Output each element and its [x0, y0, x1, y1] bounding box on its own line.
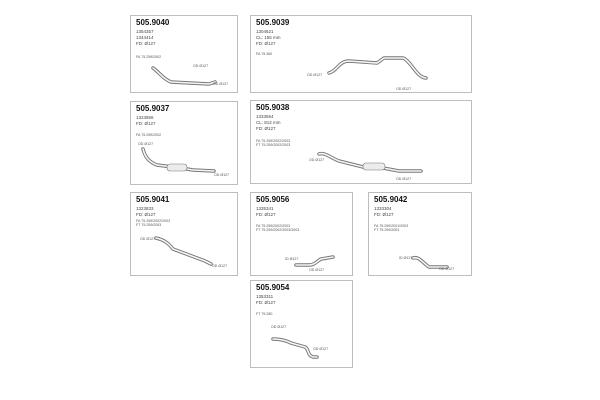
ref-number: 1353311: [256, 294, 274, 299]
diameter-spec: FD: Ø127: [256, 126, 276, 131]
ref-number: 1333304: [374, 206, 392, 211]
exhaust-pipe-diagram: [251, 193, 354, 277]
diameter-spec: FD: Ø127: [136, 212, 156, 217]
fitment-note: FA 75.259/2002/2003 FT 75.259/2002/2003: [256, 139, 291, 147]
dimension-label: OD Ø127: [307, 73, 323, 77]
dimension-label: OD Ø127: [313, 347, 329, 351]
dimension-label: OD Ø127: [439, 267, 455, 271]
exhaust-pipe-diagram: [251, 16, 473, 94]
ref-number: 1344414: [136, 35, 154, 40]
dimension-label: OD Ø127: [309, 268, 325, 272]
dimension-label: OD Ø127: [271, 325, 287, 329]
dimension-label: ID Ø127: [285, 257, 299, 261]
part-number: 505.9038: [256, 103, 290, 112]
fitment-note: FA 75.259/2002: [136, 133, 162, 137]
diameter-spec: FD: Ø127: [374, 212, 394, 217]
ref-number: 1323856: [136, 115, 154, 120]
dimension-label: OD Ø127: [396, 177, 412, 181]
dimension-label: OD Ø127: [193, 64, 209, 68]
ref-number: 1335341: [256, 206, 274, 211]
diameter-spec: FD: Ø127: [256, 300, 276, 305]
part-number: 505.9037: [136, 104, 170, 113]
length-spec: CL: 812 mm: [256, 120, 281, 125]
ref-number: 1354357: [136, 29, 154, 34]
part-card-505-9037: [130, 101, 238, 185]
dimension-label: OD Ø127: [138, 142, 154, 146]
dimension-label: ID Ø127: [399, 256, 413, 260]
ref-number: 1323833: [136, 206, 154, 211]
fitment-note: FA 75.259/2002/2003 FT 75.259/2003: [136, 219, 171, 227]
dimension-label: OD Ø127: [212, 264, 228, 268]
ref-number: 1333554: [256, 114, 274, 119]
exhaust-pipe-diagram: [251, 101, 473, 185]
exhaust-pipe-diagram: [369, 193, 473, 277]
fitment-note: FA 75.259/2001/2003 FT 75.259/2003: [374, 224, 409, 232]
dimension-label: OD Ø127: [396, 87, 412, 91]
part-card-505-9038: [250, 100, 472, 184]
part-number: 505.9054: [256, 283, 290, 292]
diameter-spec: FD: Ø127: [136, 41, 156, 46]
dimension-label: OD Ø127: [140, 237, 156, 241]
part-number: 505.9042: [374, 195, 408, 204]
diameter-spec: FD: Ø127: [136, 121, 156, 126]
diameter-spec: FD: Ø127: [256, 41, 276, 46]
part-number: 505.9040: [136, 18, 170, 27]
fitment-note: FA 75.259/2002: [136, 55, 162, 59]
ref-number: 1304621: [256, 29, 274, 34]
part-number: 505.9056: [256, 195, 290, 204]
dimension-label: OD Ø127: [214, 173, 230, 177]
part-card-505-9042: [368, 192, 472, 276]
fitment-note: FA 75.259/2002/2003 FT 75.259/2002/2003/2003: [256, 224, 300, 232]
length-spec: CL: 155 mm: [256, 35, 281, 40]
part-card-505-9054: [250, 280, 353, 368]
part-number: 505.9041: [136, 195, 170, 204]
part-number: 505.9039: [256, 18, 290, 27]
fitment-note: FT 75.280: [256, 312, 273, 316]
part-card-505-9041: [130, 192, 238, 276]
dimension-label: OD Ø127: [213, 82, 229, 86]
exhaust-pipe-diagram: [251, 281, 354, 369]
part-card-505-9056: [250, 192, 353, 276]
dimension-label: OD Ø127: [309, 158, 325, 162]
diameter-spec: FD: Ø127: [256, 212, 276, 217]
part-card-505-9039: [250, 15, 472, 93]
part-card-505-9040: [130, 15, 238, 93]
fitment-note: FA 75.360: [256, 52, 273, 56]
